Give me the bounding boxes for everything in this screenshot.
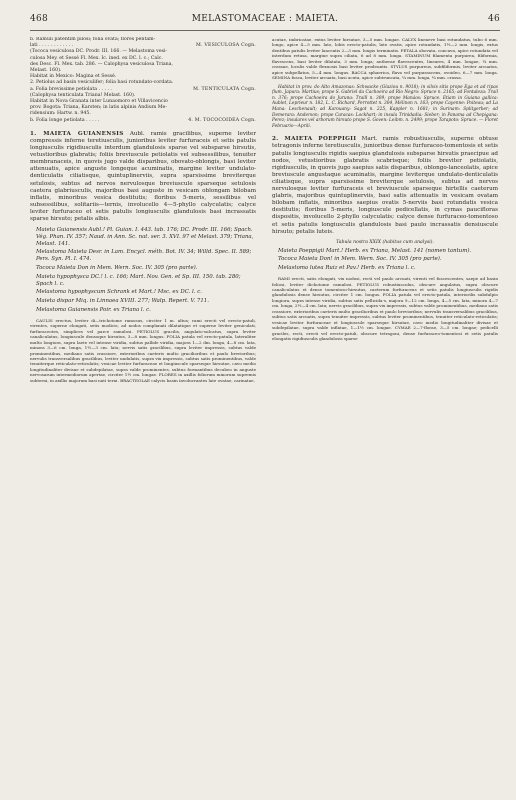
key-line-text: lati . . . . . . . . . . . . [30,43,74,49]
species-key [30,37,256,124]
left-column [30,37,256,782]
running-title: MELASTOMACEAE : MAIETA. [191,14,339,24]
key-line-species: 4. M. TOCOCOIDEA Cogn. [188,117,256,123]
species-1-heading: 1. MAIETA GUIANENSIS [30,130,124,137]
key-line-text: prov. Bogota: Triana, Karsten; in latis alpinis Andium Me- [30,105,167,111]
citation: Maieta Poeppigii Mart.! Herb. ex Triana, Melast. 141 (nomen tantum). [278,247,472,254]
key-line-text: (Tococa vesiculosa DC. Prodr. III. 166. — Melastoma vesi- [30,49,168,55]
key-line-text: b. Folia longe petiolata . . . . . [30,117,100,123]
key-line-text: (Calophysa tenticulata Triana! Melast. 160). [30,92,136,98]
header-rule [30,30,500,31]
key-line-text: a. Folia brevissime petiolata . . . . . [30,86,112,92]
citation: Tococa Maieta Don! in Mem. Wern. Soc. IV. 305 (pro parte). [278,256,442,263]
citation: Melastoma lutea Ruiz et Pav.! Herb. ex Triana l. c. [278,265,416,272]
page-number: 468 [30,14,49,24]
citation: Melastoma Guianensis Poir. ex Triana l. c. [36,307,151,314]
species-2-text: ramis robustiusculis, superne obtuse tetragonis inferne teretiusculis, junioribus dense furfuraceo-tomentosis et setis patulis longiusculis rigidis saepius glandulosis subsparse hirsutis praecipue ad nodos, vetustioribus glabratis scabrisque; foliis breviter petiolatis, rigidiusculis, in quovis jugo saepius satis disparibus, oblongo-lanceolatis, apice breviuscule angustaque acuminatis, margine leviterque undulato-denticulatis ciliatisque, supra sparsissime breviterque setulosis, subtus ad nervos nervulosque leviter furfuraceis et breviuscule sparseque hirtellis caeterum glabris, majoribus quintuplinerviis, basi satis attenuatis in vesicam ovatam bilobam inflatis, minoribus saepius ovatis 5-nerviis basi rotundatis vesica destitutis; floribus 5-meris, longiuscule pedicellatis, in cymas paucifloras dispositis, involucello 2-phyllo calyculatis; calyce dense furfuraceo-tomentoso et setis patulis longiusculis glandulosis basi paulo incrassatis densiuscule hirsuto; petalis luteis. [272,136,498,235]
key-line-text: culosa Mey. et Sessé Fl. Mex. Ic. ined. ex DC. l. c.; Calc. [30,55,163,61]
key-line-text: b. Ramuli patentim pilosi; folia ovata; flores pentam- [30,37,156,42]
citation: Maieta Guianensis Aubl.! Pl. Guian. I. 443. tab. 176; DC. Prodr. III. 166; Spach. Vég. Phan. IV. 357; Naud. in Ann. Sc. nat. ser. 3. XVI. 97 et Melast. 379; Triana, Melast. 141. [36,227,254,247]
species-1-author: Aubl. [129,130,145,137]
citation: Maieta hypophysca DC.! l. c. 166; Mart. Nov. Gen. et Sp. III. 150. tab. 280; Spach l. c. [36,273,241,287]
species-2-author: Mart. [361,136,378,143]
plate-note: Tabula nostra XXIX (habitus cum analysi). [336,239,434,245]
key-line-text: 2. Petiolus ad basin vesiculifer; folia basi rotundato-cordata. [30,80,174,86]
key-line-text: ridensium: Hartw. n. 945. [30,111,91,117]
species-1-detailed-description: CAULIS erectus, leviter di—trichotome ramosus, circiter 1 m. altus; rami erecti vel erecto-patuli, virentes, superne elongati, setis modicis, ad nodos complanati dilatatique et superne leviter geniculati, furfuraceotes, simplices vel parce ramulosi. PETIOLUS gracilis, angulato-sulcatus, supra leviter canaliculatus, longiuscule densoque hirsutus, 3—8 mm. longus. FOLIA patula vel erecto-patula, lateraliter multo longiora, supra laete vel intense viridia, subtus pallide viridia, majora 1—2 dm. longa, 4—8 cm. lata, minora 3—6 cm. longa, 1½—3 cm. lata; nervis satis gracilibus, supra leviter impressis, subtus valde prominentibus, mediano satis crassiore, exterioribus caeteris multo gracilioribus et paulo brevioribus; nervulis transversalibus gracilibus, leviter undulatis, supra vix impressis, subtus satis prominentibus, valde tenuiterque reticulato-reticulatis; vesicae leviter furfuraceae et longiuscule sparseque hirsutae, cavo medio longitudinaliter divisae et subdepilatae, supra valde prominentes, subtus formantibus decubeo in anguste nervosarum intermediorum apertae, circiter 1½ cm. longae. FLORES in axillis foliorum minorum supremis subterni, in axillis majorum basi nati terni. BRACTEOLAE calycis basin involucrantes late ovatae, carinatae, [30,317,256,383]
key-line-text: Melast. 160). [30,68,62,74]
key-line [30,118,256,124]
right-column [272,37,498,782]
species-1-citations [30,227,256,314]
citation: Melastoma Maieta Desr. in Lam. Encycl. méth. Bot. IV. 34; Willd. Spec. II. 589; Pers. Syn. Pl. I. 474. [36,249,252,263]
species-2-description [272,136,498,235]
species-1-description [30,131,256,223]
species-1-text: ramis gracilibus, superne leviter compressis inferne teretiusculis, junioribus leviter furfuraceis et setis patulis longiusculis rigidiusculis interdum glandulosis sparse vel subsparse hirsutis, vetustioribus glabratis; foliis breviuscule petiolatis vel subsessilibus, tenuiter membranaceis, in quovis jugo valde disparibus, obovato-oblongis, basi leviter attenuatis, apice anguste longeque acuminatis, margine leviter undulato-denticulatis ciliatisque, quintuplinerviis, supra sparsissime breviterque setulosis, subtus ad nervos nervulosque breviuscule sparseque setulosis caetera glabriusculis, majoribus basi auguste in vesicam oblongam bilobam inflatis, minoribus vesica destitutis; floribus 5-meris, sessilibus vel subsessilibus, solitariis—ternis, involucello 4—5-phyllo calyculatis; calyce leviter furfuraceo et setis patulis longiusculis glandulosis basi incrassatis sparse hirsuto; petalis albis. [30,130,256,222]
key-line-species: M. TENTICULATA Cogn. [193,86,256,92]
citation: Tococa Maieta Don in Mem. Wern. Soc. IV. 305 (pro parte). [36,265,198,272]
citation: Melastoma hypophyscum Schrank et Mart.! Msc. ex DC. l. c. [36,289,202,296]
species-1-habitat: Habitat in prov. do Alto Amazonas: Schwacke (Glaziou n. 9018); in silvis sitis prope Ega et ad ripas flum. Japura: Martius; prope S. Gabriel da Cachoeira ad Rio Negro: Spruce n. 2165; ad Fontaleza: Trail n. 376; prope Cachoeira do Juruna: Traill n. 309; prope Manáos: Spruce. Etiam in Guiana gallica: Aublet, Leprieur n. 182, L. C. Richard, Perrottet n. 304, Mélinon n. 163; prope Cayenne: Poiteau; ad La Mana: Leschenault; ad Karouany: Sagot n. 225, Kappler n. 1681; in Surinam: Splitgerber; ad Demerara: Anderson; prope Caracas: Lockhart; in insula Trinidadia: Sieber; in Panama ad Chepigana: Perez; insulares vel arborum hirsuto prope S. Goven: Leibm. n. 2499; prope Tarapoto: Spruce. — Floret Februario—Aprili. [272,84,498,129]
citation: Maieta dispar Miq. in Linnaea XVIII. 277; Walp. Repert. V. 711. [36,298,209,305]
key-line-text: Habitat in Nova Granata inter Lunaomoro et Villavicencio [30,99,168,105]
species-1-description-continued: acutae, imbricatae, extus leviter hirsutae, 3—5 mm. longae. CALYX lineaeve basi rotundatus, tubo 6 mm. longo, apice 4—5 mm. lato, lobis erecto-patulis, late ovatis, apice rotundatis, 1½—2 mm. longis, extus dentibus patulis leviter lanceatis 2—3 mm. longis terminatis. PETALA obovata, concava, apice rotundata vel interdum retusa, margine supra ciliata, 6 ad 8 mm. longa. STAMINUM filamenta purpurea, filiformia, flavescens, basi leviter dilatata, 3 mm. longa; antherae flavescentes, lineares, 4 mm. longae, ¼ mm. crassae, loculis valde flexuosis basi leviter prodeuntis. STYLUS purpureus, subfiliformis, leviter arcuatus, apice subpellatus, 5—4 mm. longus. BACCA sphaerica, flava vel purpurascens, ovoideo, 6—7 mm. longa. SEMINA fusca, leviter arcuata, basi acuta, apice subtruncata, ¼ mm. longa, ¼ mm. crassa. [272,37,498,81]
key-line-species: M. VESICULOSA Cogn. [196,43,256,49]
page-header [30,14,500,28]
key-line-text: Habitat in Mexico: Magina et Sessé. [30,74,117,80]
key-line-text: des Desc. Fl. Mex. tab. 286. — Calophysa vesiculosa Triana, [30,61,173,67]
species-2-citations [272,248,498,272]
species-2-detailed-description: RAMI erecti, satis elongati, vix nodosi, recti vel paulo arcuati, virenti vel fuscescentes, saepe ad basin foliosi, leviter dichotome ramulosi. PETIOLUS robustiusculus, obscure angulatus, supra obscure canaliculatus et dense tomentoso-hirsutus, caeterum furfuraceus et setis patulis longiusculis rigidis glandulosis dense hirsutus, circiter 1 cm. longus. FOLIA patula vel erecto-patula, interiorilis subdulpio longiora, supra intense viridia, subtus satis pellicida-s, majora 9—12 cm. longa, 4—5 cm. lata, minora 4—7 cm. longa, 2½—4 cm. lata; nervis gracilibus, supra vix impressis, subtus valde prominentibus, mediano satis crassiore, exterioribus caeteris multo gracilioribus et paulo brevioribus; nervulis transversalibus gracilibus, subtus satis arcuatis, supra tenuiter impressis, subtus leviter prominentibus, tenuiter reticulato-reticulatis; vesicae leviter furfuraceae et longiuscule sparseque hirsutae, cavo medio longitudinaliter divisae et subdepilatae, supra valde inflatae, 1—1½ cm. longae. CYMAE 2—7-florae, 3—5 cm. longae; pedicelli graciles, recti, erecti vel erecto-patuli, obscure tetragoni, dense furfuraceo-tomentosi et setis patulis elongatis rigidiusculis glandulosis sparse [272,276,498,342]
page-mark: 46 [487,14,500,24]
species-2-heading: 2. MAIETA POEPPIGII [272,136,357,143]
